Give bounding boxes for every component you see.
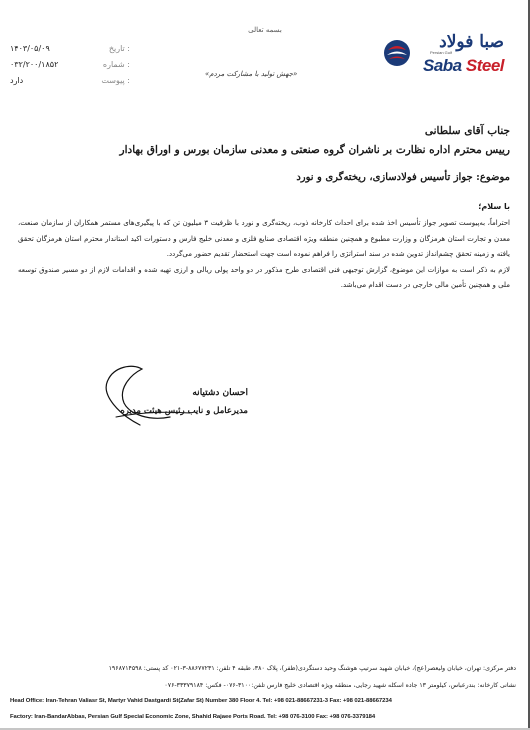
footer-factory-fa: نشانی کارخانه: بندرعباس، کیلومتر ۱۳ جاده اسکله شهید رجایی، منطقه ویژه اقتصادی خلیج فارس تلفن:۳۱۰۰-۰۷۶- فکس: ۳۳۳۷۹۱۸۴-۰۷۶ [164, 682, 516, 689]
paragraph-1: احتراماً، به‌پیوست تصویر جواز تأسیس اخذ شده برای احداث کارخانه ذوب، ریخته‌گری و نورد با ظرفیت ۳ میلیون تن که با پیگیری‌های مستمر همکاران از سازمان صنعت، معدن و تجارت استان هرمزگان و وزارت مطبوع و همچنین منطقه ویژه اقتصادی صنایع فلزی و معدنی خلیج فارس و دستورات اکید استاندار محترم استان هرمزگان تحقق یافته و زمینه تحقق چشم‌انداز تدوین شده در سند استراتژی را فراهم نموده است جهت استحضار تقدیم حضور می‌گردد. [18, 219, 510, 259]
number-value: ۰۳۲/۲۰۰/۱۸۵۲ [10, 59, 59, 69]
number-row [10, 56, 130, 72]
attachment-label: پیوست : [101, 75, 130, 85]
logo-subtext: Persian Gulf [429, 50, 452, 55]
letter-subject: موضوع: جواز تأسیس فولادسازی، ریخته‌گری و نورد [296, 172, 510, 183]
footer-head-office-en: Head Office: Iran-Tehran Valiasr St, Martyr Vahid Dastgardi St(Zafar St) Number 380 Floor 4. Tel: +98 021-88667231-3 Fax: +98 021-88667234 [10, 698, 392, 704]
addressee [20, 122, 510, 160]
date-value: ۱۴۰۳/۰۵/۰۹ [10, 43, 50, 53]
number-label: شماره : [102, 59, 130, 69]
bismillah: بسمه تعالی [248, 26, 282, 34]
addressee-name: جناب آقای سلطانی [424, 125, 510, 137]
paragraph-2: لازم به ذکر است به موازات این موضوع، گزارش توجیهی فنی اقتصادی طرح مذکور در دو واحد پولی ریالی و ارزی تهیه شده و اقدامات لازم از دو مسیر صندوق توسعه ملی و همچنین تأمین مالی خارجی در دست اقدام می‌باشد. [18, 265, 510, 290]
logo-saba: Saba [422, 56, 462, 75]
footer-factory-en: Factory: Iran-BandarAbbas, Persian Gulf Special Economic Zone, Shahid Rajaee Ports Road. Tel: +98 076-3100 Fax: +98 076-3379184 [10, 714, 376, 720]
logo-persian-text: صبا فولاد [439, 32, 504, 52]
logo-steel: Steel [465, 56, 504, 75]
date-row [10, 40, 130, 56]
saba-steel-logo [372, 30, 512, 84]
attachment-row [10, 72, 130, 88]
addressee-position: رییس محترم اداره نظارت بر ناشران گروه صنعتی و معدنی سازمان بورس و اوراق بهادار [119, 144, 510, 156]
footer-head-office-fa: دفتر مرکزی: تهران، خیابان ولیعصر(عج)، خیابان شهید سرتیپ هوشنگ وحید دستگردی(ظفر)، پلاک ۳۸۰، طبقه ۴ تلفن: ۸۸۶۷۷۲۳۱-۳-۰۲۱ کد پستی: ۱۹۶۸۷۱۴۵۹۸ [108, 665, 516, 672]
letter-body [18, 216, 510, 294]
logo-english-text [423, 56, 504, 76]
letter-meta [10, 40, 130, 88]
logo-mark-icon [382, 38, 412, 68]
signatory-name: احسان دشتیانه [192, 388, 248, 398]
motto: «جهش تولید با مشارکت مردم» [205, 70, 298, 78]
date-label: تاریخ : [108, 43, 130, 53]
attachment-value: دارد [10, 75, 24, 85]
signatory-title: مدیرعامل و نایب رئیس هیئت مدیره [120, 406, 248, 416]
greeting: با سلام؛ [478, 202, 510, 211]
